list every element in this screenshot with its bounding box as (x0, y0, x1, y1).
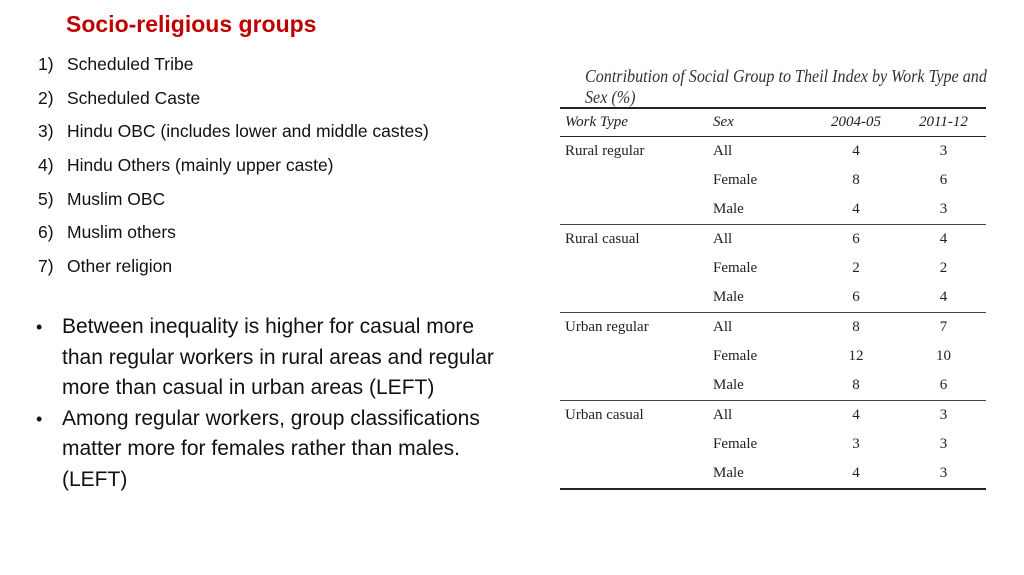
list-item-number: 7) (38, 256, 54, 277)
cell-work-type: Urban regular (560, 313, 703, 343)
table-row (560, 459, 986, 489)
cell-work-type (560, 195, 703, 225)
cell-2004-05: 4 (811, 459, 901, 489)
cell-sex: Male (703, 459, 811, 489)
cell-sex: Female (713, 436, 758, 452)
cell-sex: All (703, 313, 811, 343)
table-row (560, 283, 986, 313)
findings-bullet-list (36, 312, 496, 495)
cell-2011-12: 6 (939, 377, 948, 393)
cell-work-type (560, 430, 703, 459)
cell-2011-12: 3 (901, 401, 986, 431)
cell-sex: All (703, 225, 811, 255)
table-row (560, 401, 986, 431)
cell-2011-12: 3 (939, 436, 948, 452)
cell-work-type (560, 166, 703, 195)
cell-2011-12: 3 (939, 143, 948, 159)
bullet-text: Between inequality is higher for casual more than regular workers in rural areas and regular more than casual in urban areas (LEFT) (62, 315, 494, 399)
list-item (38, 86, 429, 120)
bullet-item (36, 312, 496, 404)
table-row (560, 430, 986, 459)
bullet-text: Among regular workers, group classifications matter more for females rather than males. (LEFT) (62, 406, 480, 491)
cell-2011-12: 3 (901, 459, 986, 489)
bullet-icon: • (36, 408, 43, 429)
list-item-number: 5) (38, 188, 54, 209)
list-item-label: Hindu Others (mainly upper caste) (67, 155, 334, 176)
list-item-label: Hindu OBC (includes lower and middle castes) (67, 121, 429, 142)
theil-index-table (560, 107, 986, 490)
table-row (560, 195, 986, 225)
cell-2004-05: 4 (852, 143, 860, 159)
list-item-number: 6) (38, 222, 54, 243)
list-item-number: 1) (38, 54, 54, 74)
table-row (560, 225, 986, 255)
table-row (560, 137, 986, 167)
cell-sex: Female (713, 348, 758, 364)
cell-2004-05: 4 (852, 201, 860, 217)
cell-2004-05: 8 (852, 172, 860, 188)
header-2011-12: 2011-12 (901, 108, 986, 137)
cell-2004-05: 12 (848, 348, 864, 364)
table-caption: Contribution of Social Group to Theil Index by Work Type and Sex (%) (585, 66, 987, 107)
page-title: Socio-religious groups (66, 11, 317, 37)
cell-sex: Male (713, 201, 744, 217)
bullet-icon: • (36, 317, 43, 337)
list-item (38, 254, 429, 288)
table-row (560, 342, 986, 371)
cell-2004-05: 3 (852, 436, 860, 452)
list-item (38, 220, 429, 254)
list-item (38, 153, 429, 187)
cell-sex: Female (713, 172, 758, 188)
list-item-label: Other religion (67, 256, 173, 277)
cell-2004-05: 2 (852, 260, 860, 276)
header-sex: Sex (703, 108, 811, 137)
cell-work-type (560, 459, 703, 489)
cell-2004-05: 8 (811, 313, 901, 343)
cell-2011-12: 4 (901, 225, 986, 255)
cell-2011-12: 4 (939, 289, 948, 305)
table-row (560, 313, 986, 343)
cell-work-type (560, 342, 703, 371)
table-header-row (560, 108, 986, 137)
list-item-label: Scheduled Caste (67, 87, 201, 108)
cell-2011-12: 2 (939, 260, 948, 276)
header-work-type: Work Type (560, 108, 703, 137)
cell-2011-12: 10 (936, 348, 951, 364)
cell-2011-12: 6 (939, 172, 948, 188)
cell-2011-12: 3 (939, 201, 948, 217)
list-item-number: 4) (38, 155, 54, 176)
socio-religious-group-list (38, 52, 429, 288)
list-item-label: Muslim others (67, 222, 176, 243)
list-item (38, 119, 429, 153)
cell-work-type: Urban casual (560, 401, 703, 431)
cell-work-type: Rural regular (565, 143, 645, 159)
list-item-number: 2) (38, 87, 54, 108)
cell-2004-05: 4 (811, 401, 901, 431)
cell-work-type (560, 371, 703, 401)
cell-2004-05: 6 (852, 289, 860, 305)
cell-sex: Male (713, 289, 744, 305)
cell-work-type (560, 254, 703, 283)
cell-work-type (560, 283, 703, 313)
table-row (560, 166, 986, 195)
header-2004-05: 2004-05 (811, 108, 901, 137)
table-row (560, 254, 986, 283)
list-item-label: Muslim OBC (67, 188, 166, 209)
cell-sex: All (713, 143, 733, 159)
list-item (38, 187, 429, 221)
cell-2004-05: 6 (811, 225, 901, 255)
cell-sex: Female (713, 260, 758, 276)
table-row (560, 371, 986, 401)
cell-sex: Male (713, 377, 744, 393)
cell-work-type: Rural casual (560, 225, 703, 255)
list-item-label: Scheduled Tribe (67, 54, 194, 74)
list-item (38, 52, 429, 86)
cell-sex: All (703, 401, 811, 431)
cell-2011-12: 7 (901, 313, 986, 343)
bullet-item (36, 404, 496, 496)
list-item-number: 3) (38, 121, 54, 142)
cell-2004-05: 8 (852, 377, 860, 393)
